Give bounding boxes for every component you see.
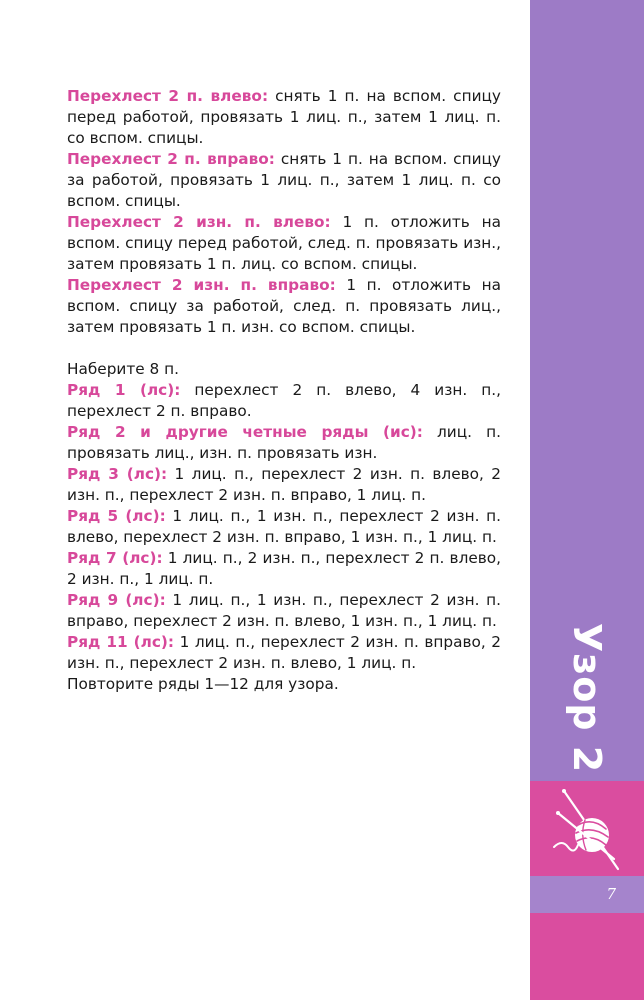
row-text: 1 лиц. п., 2 изн. п., перехлест 2 п. влево, 2 изн. п., 1 лиц. п.: [67, 549, 501, 588]
section-title: Узор 2: [565, 622, 609, 774]
row-instruction: [67, 590, 501, 632]
repeat-instruction: Повторите ряды 1—12 для узора.: [67, 675, 339, 693]
row-term: Ряд 11 (лс):: [67, 633, 175, 651]
row-instruction: [67, 464, 501, 506]
row-instruction: [67, 380, 501, 422]
definition-term: Перехлест 2 п. влево:: [67, 87, 269, 105]
row-instruction: [67, 506, 501, 548]
row-term: Ряд 3 (лс):: [67, 465, 168, 483]
row-text: перехлест 2 п. влево, 4 изн. п., перехлест 2 п. вправо.: [67, 381, 501, 420]
row-text: 1 лиц. п., 1 изн. п., перехлест 2 изн. п. влево, перехлест 2 изн. п. вправо, 1 изн. п., 1 лиц. п.: [67, 507, 501, 546]
definition-term: Перехлест 2 изн. п. влево:: [67, 213, 331, 231]
row-instruction: [67, 422, 501, 464]
page-number: 7: [606, 885, 616, 903]
definition-term: Перехлест 2 п. вправо:: [67, 150, 275, 168]
row-term: Ряд 9 (лс):: [67, 591, 166, 609]
chapter-sidebar: [530, 0, 644, 1000]
definition-paragraph: [67, 149, 501, 212]
row-text: 1 лиц. п., 1 изн. п., перехлест 2 изн. п. вправо, перехлест 2 изн. п. влево, 1 изн. п., 1 лиц. п.: [67, 591, 501, 630]
definition-paragraph: [67, 275, 501, 338]
definition-term: Перехлест 2 изн. п. вправо:: [67, 276, 336, 294]
page-body: [67, 86, 501, 695]
cast-on-instruction: Наберите 8 п.: [67, 360, 180, 378]
row-text: 1 лиц. п., перехлест 2 изн. п. вправо, 2 изн. п., перехлест 2 изн. п. влево, 1 лиц. п.: [67, 633, 501, 672]
definition-text: снять 1 п. на вспом. спицу перед работой, провязать 1 лиц. п., затем 1 лиц. п. со вспом. спицы.: [67, 87, 501, 147]
yarn-ball-icon: [552, 785, 622, 873]
row-term: Ряд 7 (лс):: [67, 549, 163, 567]
sidebar-bottom-band: [530, 913, 644, 1000]
definition-text: 1 п. отложить на вспом. спицу за работой, след. п. провязать лиц., затем провязать 1 п. изн. со вспом. спицы.: [67, 276, 501, 336]
definition-text: 1 п. отложить на вспом. спицу перед работой, след. п. провязать изн., затем провязать 1 п. лиц. со вспом. спицы.: [67, 213, 501, 273]
paragraph-spacer: [67, 338, 501, 359]
row-term: Ряд 2 и другие четные ряды (ис):: [67, 423, 423, 441]
definition-paragraph: [67, 86, 501, 149]
row-instruction: [67, 548, 501, 590]
definition-paragraph: [67, 212, 501, 275]
definition-text: снять 1 п. на вспом. спицу за работой, провязать 1 лиц. п., затем 1 лиц. п. со вспом. спицы.: [67, 150, 501, 210]
row-text: 1 лиц. п., перехлест 2 изн. п. влево, 2 изн. п., перехлест 2 изн. п. вправо, 1 лиц. п.: [67, 465, 501, 504]
row-term: Ряд 1 (лс):: [67, 381, 181, 399]
row-text: лиц. п. провязать лиц., изн. п. провязать изн.: [67, 423, 501, 462]
row-instruction: [67, 632, 501, 674]
row-term: Ряд 5 (лс):: [67, 507, 166, 525]
